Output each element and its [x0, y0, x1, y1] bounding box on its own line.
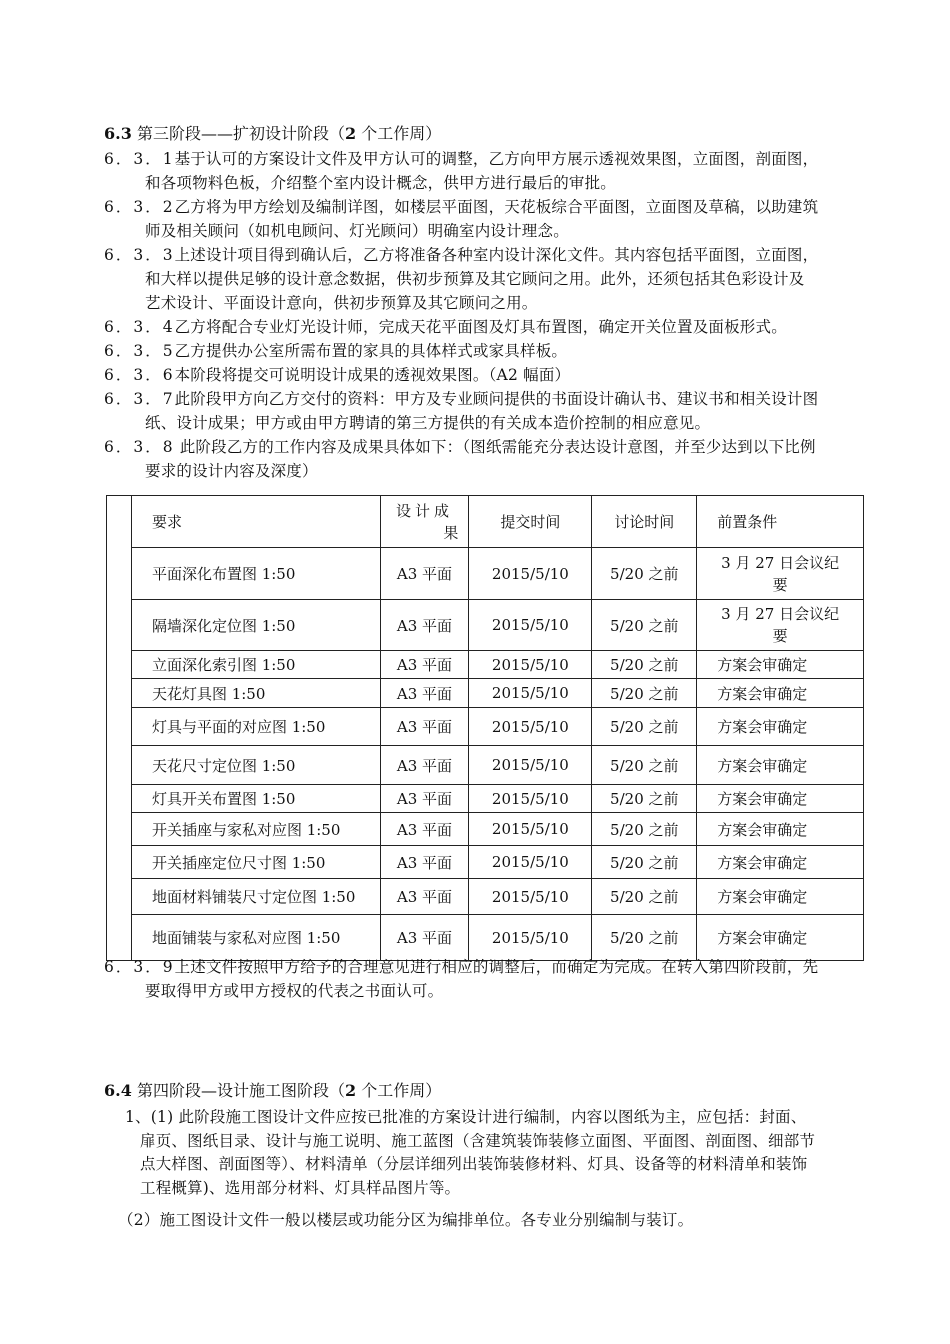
item-continuation-line: 要取得甲方或甲方授权的代表之书面认可。 [145, 982, 444, 1000]
section-6-3-heading [104, 121, 441, 144]
item-number: 6．3．8 [104, 438, 175, 456]
table-row [107, 679, 864, 708]
section-number: 6.3 [104, 124, 132, 143]
item-first-line [104, 147, 874, 171]
result-cell: A3 平面 [380, 785, 469, 813]
submit-time-cell: 2015/5/10 [469, 679, 592, 708]
result-cell: A3 平面 [380, 846, 469, 879]
item-text: 上述文件按照甲方给予的合理意见进行相应的调整后，而确定为完成。在转入第四阶段前，先 [174, 958, 819, 976]
paragraph-line: 扉页、图纸目录、设计与施工说明、施工蓝图（含建筑装饰装修立面图、平面图、剖面图、细部节 [140, 1131, 816, 1150]
drawing-name-cell: 天花灯具图 1:50 [131, 679, 380, 708]
numbered-item [104, 243, 874, 315]
table-row [107, 600, 864, 651]
item-number: 6．3．3 [104, 246, 175, 264]
item-first-line [104, 243, 874, 267]
table-row [107, 785, 864, 813]
submit-time-cell: 2015/5/10 [469, 846, 592, 879]
result-cell: A3 平面 [380, 746, 469, 785]
drawing-name-cell: 开关插座与家私对应图 1:50 [131, 813, 380, 846]
table-row [107, 879, 864, 915]
precondition-cell: 方案会审确定 [697, 879, 864, 915]
paragraph-line: 1、(1) 此阶段施工图设计文件应按已批准的方案设计进行编制，内容以图纸为主，应包括：封面、 [125, 1108, 807, 1126]
drawing-name-cell: 灯具开关布置图 1:50 [131, 785, 380, 813]
section-title: 第三阶段——扩初设计阶段（ [136, 124, 345, 143]
numbered-item [104, 955, 874, 1003]
precondition-cell: 方案会审确定 [697, 679, 864, 708]
section-6-3-items [104, 147, 874, 483]
discuss-time-cell: 5/20 之前 [592, 679, 697, 708]
precondition-line1: 3 月 27 日会议纪 [721, 605, 840, 623]
header-discuss-time: 讨论时间 [592, 496, 697, 548]
section-6-4-paragraph-1 [125, 1106, 875, 1200]
table-row [107, 651, 864, 679]
discuss-time-cell: 5/20 之前 [592, 915, 697, 961]
submit-time-cell: 2015/5/10 [469, 746, 592, 785]
discuss-time-cell: 5/20 之前 [592, 548, 697, 600]
submit-time-cell: 2015/5/10 [469, 915, 592, 961]
table-header-row [107, 496, 864, 548]
precondition-cell: 方案会审确定 [697, 915, 864, 961]
numbered-item [104, 339, 874, 363]
result-cell: A3 平面 [380, 679, 469, 708]
numbered-item [104, 315, 874, 339]
result-cell: A3 平面 [380, 600, 469, 651]
drawing-name-cell: 平面深化布置图 1:50 [131, 548, 380, 600]
discuss-time-cell: 5/20 之前 [592, 600, 697, 651]
discuss-time-cell: 5/20 之前 [592, 651, 697, 679]
discuss-time-cell: 5/20 之前 [592, 846, 697, 879]
result-cell: A3 平面 [380, 915, 469, 961]
table-row [107, 746, 864, 785]
discuss-time-cell: 5/20 之前 [592, 813, 697, 846]
section-weeks: 2 [344, 124, 357, 143]
item-first-line [104, 387, 874, 411]
precondition-cell: 方案会审确定 [697, 651, 864, 679]
paragraph-line: 工程概算)、选用部分材料、灯具样品图片等。 [140, 1178, 461, 1197]
item-first-line [104, 339, 874, 363]
precondition-line2: 要 [772, 627, 788, 645]
precondition-cell: 方案会审确定 [697, 813, 864, 846]
result-cell: A3 平面 [380, 879, 469, 915]
submit-time-cell: 2015/5/10 [469, 600, 592, 651]
item-continuation-line: 和各项物料色板，介绍整个室内设计概念，供甲方进行最后的审批。 [145, 174, 617, 192]
numbered-item [104, 435, 874, 483]
drawing-name-cell: 地面材料铺装尺寸定位图 1:50 [131, 879, 380, 915]
item-text: 乙方将为甲方绘划及编制详图，如楼层平面图，天花板综合平面图，立面图及草稿，以助建筑 [174, 198, 819, 216]
table-row [107, 548, 864, 600]
section-weeks: 2 [344, 1081, 357, 1100]
precondition-line2: 要 [772, 575, 788, 594]
item-text: 本阶段将提交可说明设计成果的透视效果图。（A2 幅面） [174, 366, 571, 384]
numbered-item [104, 147, 874, 195]
precondition-cell [697, 600, 864, 651]
section-6-3-9 [104, 955, 874, 1003]
item-text: 乙方提供办公室所需布置的家具的具体样式或家具样板。 [174, 342, 568, 360]
item-first-line [104, 315, 874, 339]
result-cell: A3 平面 [380, 708, 469, 746]
precondition-cell [697, 548, 864, 600]
header-precondition: 前置条件 [697, 496, 864, 548]
drawing-name-cell: 开关插座定位尺寸图 1:50 [131, 846, 380, 879]
numbered-item [104, 195, 874, 243]
item-number: 6．3．7 [104, 390, 175, 408]
item-text: 乙方将配合专业灯光设计师，完成天花平面图及灯具布置图，确定开关位置及面板形式。 [174, 318, 787, 336]
result-cell: A3 平面 [380, 813, 469, 846]
item-number: 6．3．5 [104, 342, 175, 360]
precondition-cell: 方案会审确定 [697, 785, 864, 813]
result-cell: A3 平面 [380, 651, 469, 679]
discuss-time-cell: 5/20 之前 [592, 879, 697, 915]
paragraph-line: 点大样图、剖面图等）、材料清单（分层详细列出装饰装修材料、灯具、设备等的材料清单和装饰 [140, 1155, 808, 1173]
item-first-line [104, 363, 874, 387]
submit-time-cell: 2015/5/10 [469, 651, 592, 679]
submit-time-cell: 2015/5/10 [469, 548, 592, 600]
header-submit-time: 提交时间 [469, 496, 592, 548]
precondition-line1: 3 月 27 日会议纪 [721, 553, 840, 572]
item-number: 6．3．6 [104, 366, 175, 384]
item-first-line [104, 435, 874, 459]
section-6-4-paragraph-2: （2）施工图设计文件一般以楼层或功能分区为编排单位。各专业分别编制与装订。 [118, 1211, 694, 1229]
drawing-name-cell: 地面铺装与家私对应图 1:50 [131, 915, 380, 961]
table-gutter [107, 496, 132, 961]
header-result-line1: 设计成 [395, 501, 453, 520]
discuss-time-cell: 5/20 之前 [592, 746, 697, 785]
deliverables-table [106, 495, 864, 961]
section-title: 第四阶段—设计施工图阶段（ [136, 1081, 345, 1100]
drawing-name-cell: 灯具与平面的对应图 1:50 [131, 708, 380, 746]
drawing-name-cell: 立面深化索引图 1:50 [131, 651, 380, 679]
item-continuation-line: 纸、设计成果；甲方或由甲方聘请的第三方提供的有关成本造价控制的相应意见。 [145, 414, 711, 432]
table-row [107, 915, 864, 961]
drawing-name-cell: 天花尺寸定位图 1:50 [131, 746, 380, 785]
header-result-line2: 果 [443, 523, 463, 542]
table-row [107, 813, 864, 846]
header-result [380, 496, 469, 548]
item-number: 6．3．1 [104, 150, 175, 168]
item-continuation-line: 和大样以提供足够的设计意念数据，供初步预算及其它顾问之用。此外，还须包括其色彩设计及 [145, 270, 805, 288]
result-cell: A3 平面 [380, 548, 469, 600]
item-first-line [104, 195, 874, 219]
numbered-item [104, 387, 874, 435]
section-title-end: 个工作周） [361, 1081, 442, 1100]
item-continuation-line: 师及相关顾问（如机电顾问、灯光顾问）明确室内设计理念。 [145, 222, 569, 240]
submit-time-cell: 2015/5/10 [469, 813, 592, 846]
item-number: 6．3．9 [104, 958, 175, 976]
item-number: 6．3．4 [104, 318, 175, 336]
drawing-name-cell: 隔墙深化定位图 1:50 [131, 600, 380, 651]
section-number: 6.4 [104, 1081, 132, 1100]
item-continuation-line: 艺术设计、平面设计意向，供初步预算及其它顾问之用。 [145, 294, 538, 312]
discuss-time-cell: 5/20 之前 [592, 785, 697, 813]
submit-time-cell: 2015/5/10 [469, 708, 592, 746]
item-text: 此阶段乙方的工作内容及成果具体如下：（图纸需能充分表达设计意图，并至少达到以下比例 [174, 438, 816, 456]
table-row [107, 708, 864, 746]
item-number: 6．3．2 [104, 198, 175, 216]
precondition-cell: 方案会审确定 [697, 708, 864, 746]
table-row [107, 846, 864, 879]
precondition-cell: 方案会审确定 [697, 846, 864, 879]
item-text: 此阶段甲方向乙方交付的资料：甲方及专业顾问提供的书面设计确认书、建议书和相关设计图 [174, 390, 819, 408]
precondition-cell: 方案会审确定 [697, 746, 864, 785]
section-title-end: 个工作周） [361, 124, 442, 143]
item-first-line [104, 955, 874, 979]
item-text: 上述设计项目得到确认后，乙方将准备各种室内设计深化文件。其内容包括平面图，立面图， [174, 246, 819, 264]
discuss-time-cell: 5/20 之前 [592, 708, 697, 746]
item-continuation-line: 要求的设计内容及深度） [145, 462, 318, 480]
section-6-4-heading [104, 1078, 441, 1101]
header-requirement: 要求 [131, 496, 380, 548]
submit-time-cell: 2015/5/10 [469, 879, 592, 915]
submit-time-cell: 2015/5/10 [469, 785, 592, 813]
item-text: 基于认可的方案设计文件及甲方认可的调整，乙方向甲方展示透视效果图，立面图，剖面图， [174, 150, 819, 168]
numbered-item [104, 363, 874, 387]
